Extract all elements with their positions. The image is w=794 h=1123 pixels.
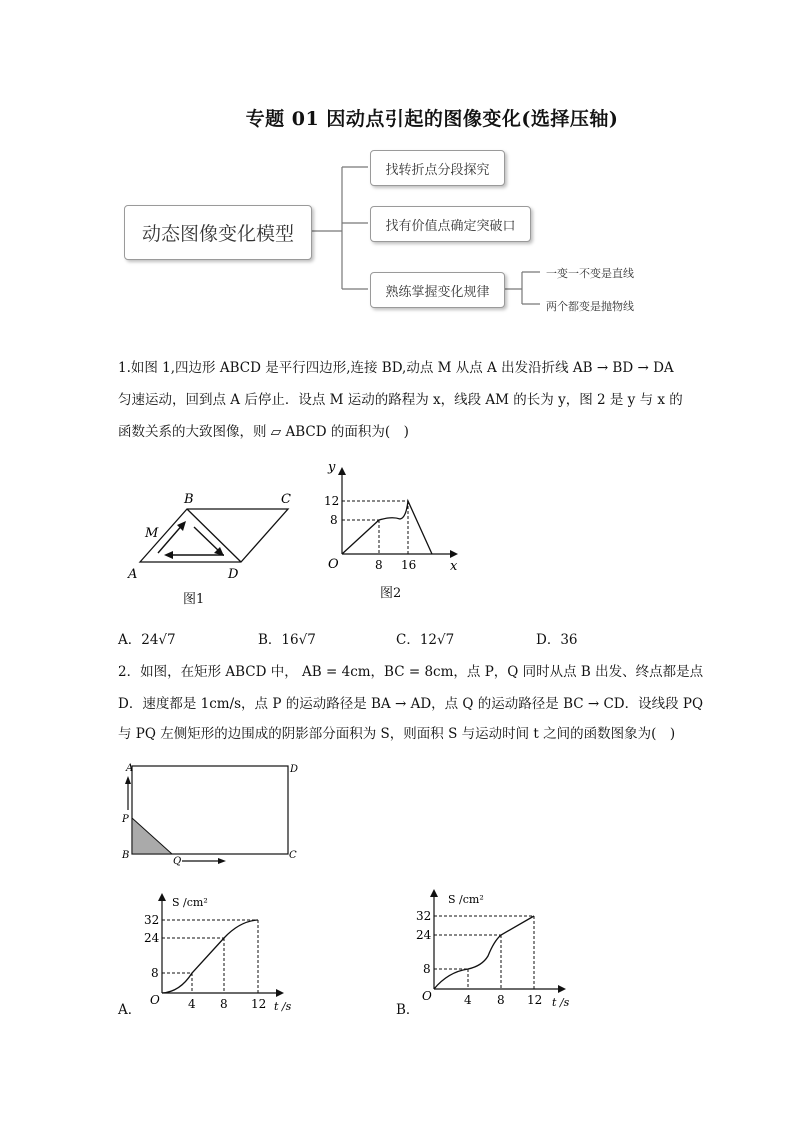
q2-graph-b-y-label: S /cm² <box>448 893 484 906</box>
q2-graph-a <box>140 890 300 1020</box>
q2-text-line-1: 2．如图，在矩形 ABCD 中， AB = 4cm，BC = 8cm，点 P，Q 同时从点 B 出发、终点都是点 <box>118 664 704 680</box>
q2-graph-b-xtick-8: 8 <box>497 993 505 1007</box>
q1-fig2-caption: 图2 <box>380 586 402 601</box>
q2-graph-a-y-label: S /cm² <box>172 896 208 909</box>
q1-fig1-label-a: A <box>128 567 138 582</box>
q1-text-line-1: 1.如图 1,四边形 ABCD 是平行四边形,连接 BD,动点 M 从点 A 出发沿折线 AB → BD → DA <box>118 360 674 376</box>
q1-text-line-3: 函数关系的大致图像，则 ▱ ABCD 的面积为( ) <box>118 424 409 440</box>
q2-graph-b-ytick-24: 24 <box>416 928 432 942</box>
q1-option-a[interactable]: A．24√7 <box>118 632 176 648</box>
q2-graph-a-x-label: t /s <box>274 1000 292 1013</box>
q2-graph-a-ytick-8: 8 <box>151 966 159 980</box>
q2-graph-a-xtick-12: 12 <box>251 997 267 1011</box>
page-title: 专题 01 因动点引起的图像变化(选择压轴) <box>245 108 619 130</box>
q2-graph-b-xtick-4: 4 <box>464 993 472 1007</box>
q2-rect-label-c: C <box>289 850 297 861</box>
q1-fig2-xtick-16: 16 <box>401 558 417 572</box>
q1-fig1-caption: 图1 <box>183 592 205 607</box>
q2-rect-label-b: B <box>122 850 130 861</box>
q2-text-line-2: D．速度都是 1cm/s，点 P 的运动路径是 BA → AD，点 Q 的运动路径是 BC → CD．设线段 PQ <box>118 696 704 712</box>
q2-graph-a-origin: O <box>150 993 160 1007</box>
q1-text-line-2: 匀速运动，回到点 A 后停止．设点 M 运动的路程为 x，线段 AM 的长为 y，图 2 是 y 与 x 的 <box>118 392 683 408</box>
q2-graph-b-ytick-32: 32 <box>416 909 432 923</box>
q2-rect-label-a: A <box>126 763 134 774</box>
q1-figure-1 <box>120 485 310 585</box>
q2-graph-b-x-label: t /s <box>552 996 570 1009</box>
q1-fig2-x-label: x <box>450 559 458 574</box>
q1-option-d[interactable]: D．36 <box>536 632 578 648</box>
q2-graph-b-origin: O <box>422 989 432 1003</box>
q2-rect-label-q: Q <box>173 856 182 867</box>
q1-fig2-y-label: y <box>328 460 336 475</box>
q1-option-b[interactable]: B．16√7 <box>258 632 316 648</box>
q2-graph-b-xtick-12: 12 <box>527 993 543 1007</box>
mind-map-branch-3: 熟练掌握变化规律 <box>370 272 505 308</box>
q2-graph-a-ytick-32: 32 <box>144 913 160 927</box>
q1-fig1-label-m: M <box>145 526 159 541</box>
mind-map-leaf-2: 两个都变是抛物线 <box>546 300 634 313</box>
q1-fig2-xtick-8: 8 <box>375 558 383 572</box>
q2-rect-label-d: D <box>290 764 299 775</box>
q1-fig1-label-d: D <box>228 567 239 582</box>
q1-fig1-label-c: C <box>281 492 291 507</box>
q1-fig2-origin: O <box>328 557 339 572</box>
q2-graph-a-ytick-24: 24 <box>144 931 160 945</box>
q2-rectangle-figure <box>118 758 318 868</box>
q1-option-c[interactable]: C．12√7 <box>396 632 455 648</box>
mind-map-root: 动态图像变化模型 <box>124 205 312 260</box>
q2-graph-a-xtick-4: 4 <box>188 997 196 1011</box>
q2-option-a[interactable]: A． <box>118 1002 142 1018</box>
mind-map-branch-1: 找转折点分段探究 <box>370 150 505 186</box>
mind-map-leaf-1: 一变一不变是直线 <box>546 267 634 280</box>
q1-fig2-ytick-12: 12 <box>324 494 340 508</box>
q1-fig2-ytick-8: 8 <box>330 513 338 527</box>
q2-text-line-3: 与 PQ 左侧矩形的边围成的阴影部分面积为 S，则面积 S 与运动时间 t 之间的函数图象为( ) <box>118 726 676 742</box>
mind-map-branch-2: 找有价值点确定突破口 <box>370 206 531 242</box>
q1-figure-2 <box>320 458 470 578</box>
q2-option-b[interactable]: B． <box>396 1002 420 1018</box>
q2-graph-a-xtick-8: 8 <box>220 997 228 1011</box>
q2-graph-b <box>412 886 582 1016</box>
q1-fig1-label-b: B <box>184 492 194 507</box>
q2-rect-label-p: P <box>122 814 129 825</box>
q2-graph-b-ytick-8: 8 <box>423 962 431 976</box>
